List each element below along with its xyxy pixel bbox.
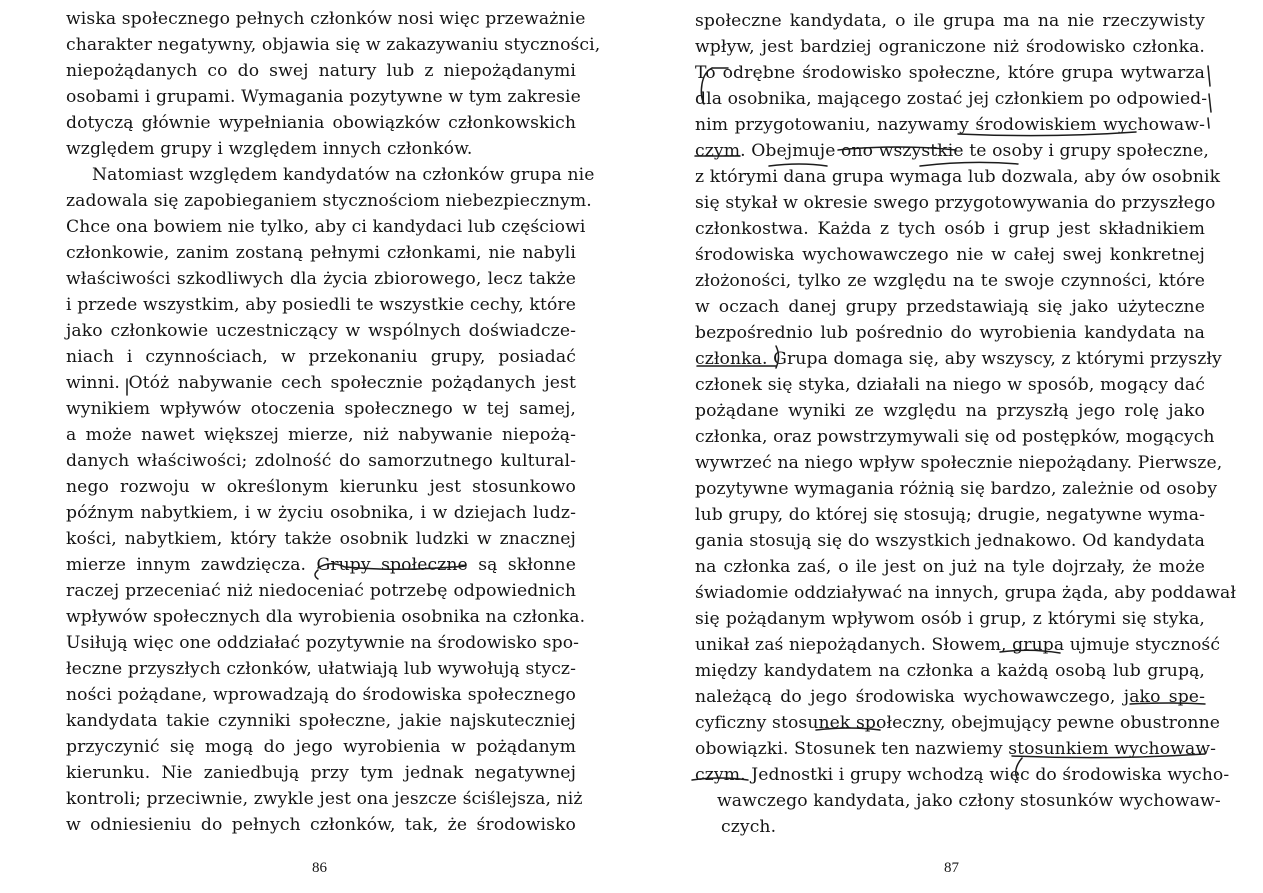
text-line: środowiska wychowawczego nie w całej swej konkretnej [695,245,1205,265]
text-line: nim przygotowaniu, nazywamy środowiskiem wychowaw- [695,115,1205,135]
text-line: winni. Otóż nabywanie cech społecznie pożądanych jest [66,373,576,393]
text-line: wywrzeć na niego wpływ społecznie niepożądany. Pierwsze, [695,453,1223,473]
text-line: złożoności, tylko ze względu na te swoje czynności, które [695,271,1205,291]
text-line: kości, nabytkiem, który także osobnik ludzki w znacznej [66,529,576,549]
text-line: charakter negatywny, objawia się w zakazywaniu styczności, [66,35,601,55]
text-line: nego rozwoju w określonym kierunku jest stosunkowo [66,477,576,497]
text-line: bezpośrednio lub pośrednio do wyrobienia kandydata na [695,323,1205,343]
text-line: pozytywne wymagania różnią się bardzo, zależnie od osoby [695,479,1218,499]
text-line: właściwości szkodliwych dla życia zbiorowego, lecz także [66,269,576,289]
text-line: między kandydatem na członka a każdą osobą lub grupą, [695,661,1205,681]
text-line: członka, oraz powstrzymywali się od postępków, mogących [695,427,1215,447]
text-line: wawczego kandydata, jako człony stosunków wychowaw- [717,791,1221,811]
text-line: wpływów społecznych dla wyrobienia osobnika na członka. [66,607,586,627]
text-line: z którymi dana grupa wymaga lub dozwala, aby ów osobnik [695,167,1221,187]
text-line: a może nawet większej mierze, niż nabywanie niepożą- [66,425,576,445]
text-line: lub grupy, do której się stosują; drugie, negatywne wyma- [695,505,1205,525]
text-line: Usiłują więc one oddziałać pozytywnie na środowisko spo- [66,633,580,653]
text-line: cyficzny stosunek społeczny, obejmujący pewne obustronne [695,713,1221,733]
text-line: jako członkowie uczestniczący w wspólnych doświadcze- [66,321,576,341]
text-line: w odniesieniu do pełnych członków, tak, że środowisko [66,815,576,835]
page-number-right: 87 [944,860,959,876]
text-line: raczej przeceniać niż niedoceniać potrzebę odpowiednich [66,581,576,601]
text-line: członkostwa. Każda z tych osób i grup jest składnikiem [695,219,1205,239]
text-line: dla osobnika, mającego zostać jej członkiem po odpowied- [695,89,1208,109]
text-line: wynikiem wpływów otoczenia społecznego w tej samej, [66,399,576,419]
text-line: To odrębne środowisko społeczne, które grupa wytwarza [695,63,1205,83]
text-line: osobami i grupami. Wymagania pozytywne w tym zakresie [66,87,581,107]
text-line: członkowie, zanim zostaną pełnymi członkami, nie nabyli [66,243,576,263]
text-line: kontroli; przeciwnie, zwykle jest ona jeszcze ściślejsza, niż [66,789,583,809]
text-line: ności pożądane, wprowadzają do środowiska społecznego [66,685,576,705]
text-line: i przede wszystkim, aby posiedli te wszystkie cechy, które [66,295,576,315]
text-line: Natomiast względem kandydatów na członków grupa nie [92,165,595,185]
text-line: wiska społecznego pełnych członków nosi więc przeważnie [66,9,586,29]
text-line: czym. Jednostki i grupy wchodzą więc do środowiska wycho- [695,765,1230,785]
text-line: obowiązki. Stosunek ten nazwiemy stosunkiem wychowaw- [695,739,1217,759]
text-line: świadomie oddziaływać na innych, grupa żąda, aby poddawał [695,583,1237,603]
text-line: unikał zaś niepożądanych. Słowem, grupa ujmuje styczność [695,635,1221,655]
text-line: wpływ, jest bardziej ograniczone niż środowisko członka. [695,37,1205,57]
text-line: członek się styka, działali na niego w sposób, mogący dać [695,375,1205,395]
text-line: dotyczą głównie wypełniania obowiązków członkowskich [66,113,576,133]
text-line: kandydata takie czynniki społeczne, jakie najskuteczniej [66,711,576,731]
text-line: w oczach danej grupy przedstawiają się jako użyteczne [695,297,1205,317]
text-line: mierze innym zawdzięcza. Grupy społeczne są skłonne [66,555,576,575]
text-line: czym. Obejmuje ono wszystkie te osoby i grupy społeczne, [695,141,1209,161]
text-line: należącą do jego środowiska wychowawczego, jako spe- [695,687,1205,707]
text-line: danych właściwości; zdolność do samorzutnego kultural- [66,451,576,471]
text-line: Chce ona bowiem nie tylko, aby ci kandydaci lub częściowi [66,217,586,237]
text-line: łeczne przyszłych członków, ułatwiają lub wywołują stycz- [66,659,576,679]
text-line: kierunku. Nie zaniedbują przy tym jednak negatywnej [66,763,576,783]
text-line: na członka zaś, o ile jest on już na tyle dojrzały, że może [695,557,1205,577]
text-line: zadowala się zapobieganiem stycznościom niebezpiecznym. [66,191,592,211]
text-line: się pożądanym wpływom osób i grup, z którymi się styka, [695,609,1205,629]
page-number-left: 86 [312,860,327,876]
text-line: niach i czynnościach, w przekonaniu grupy, posiadać [66,347,576,367]
text-line: gania stosują się do wszystkich jednakowo. Od kandydata [695,531,1205,551]
pen-margin-line [1208,66,1211,128]
text-line: czych. [721,817,777,837]
text-line: się stykał w okresie swego przygotowywania do przyszłego [695,193,1216,213]
text-line: społeczne kandydata, o ile grupa ma na nie rzeczywisty [695,11,1205,31]
text-line: pożądane wyniki ze względu na przyszłą jego rolę jako [695,401,1205,421]
text-line: członka. Grupa domaga się, aby wszyscy, z którymi przyszły [695,349,1222,369]
text-line: niepożądanych co do swej natury lub z niepożądanymi [66,61,576,81]
text-line: względem grupy i względem innych członków. [66,139,473,159]
text-line: późnym nabytkiem, i w życiu osobnika, i w dziejach ludz- [66,503,576,523]
text-line: przyczynić się mogą do jego wyrobienia w pożądanym [66,737,576,757]
